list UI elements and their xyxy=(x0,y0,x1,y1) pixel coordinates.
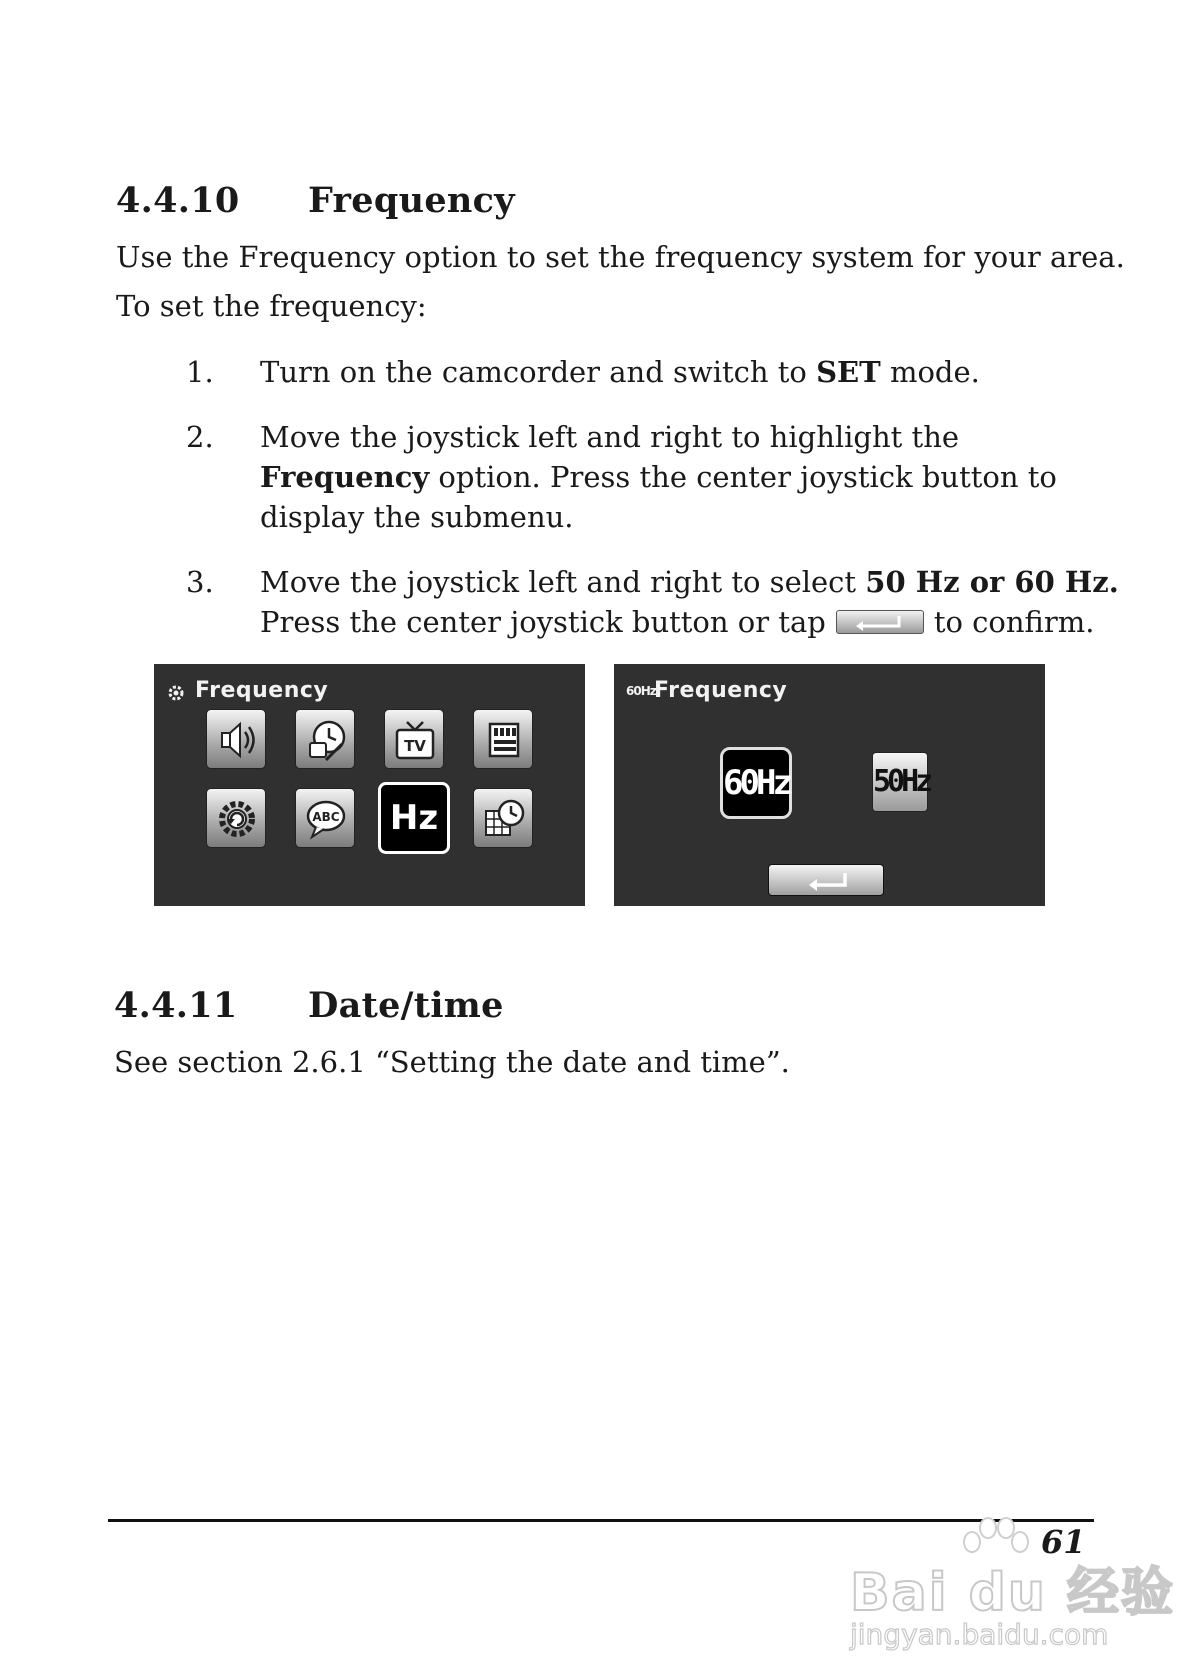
set-mode-label: SET xyxy=(816,355,881,389)
section-title: Frequency xyxy=(308,180,515,221)
frequency-option-label: Frequency xyxy=(260,460,430,494)
watermark-url: jingyan.baidu.com xyxy=(850,1618,1109,1651)
baidu-watermark xyxy=(850,1512,1175,1652)
watermark-brand: Bai du 经验 xyxy=(850,1563,1175,1623)
lead-paragraph: To set the frequency: xyxy=(116,289,427,323)
speaker-icon[interactable] xyxy=(206,709,266,769)
tv-out-icon[interactable] xyxy=(384,709,444,769)
hz-options-label: 50 Hz or 60 Hz. xyxy=(865,565,1119,599)
svg-text:ABC: ABC xyxy=(312,810,340,824)
date-time-paragraph: See section 2.6.1 “Setting the date and time”. xyxy=(114,1045,790,1079)
frequency-submenu-screen xyxy=(614,664,1045,906)
section-number: 4.4.11 xyxy=(114,985,238,1026)
reset-icon[interactable] xyxy=(206,788,266,848)
frequency-icon[interactable]: Hz xyxy=(378,782,450,854)
clock-setting-icon[interactable] xyxy=(295,709,355,769)
gear-icon xyxy=(167,684,185,702)
page-number: 61 xyxy=(1041,1523,1086,1561)
intro-paragraph: Use the Frequency option to set the frequency system for your area. xyxy=(116,240,1125,274)
memory-card-icon[interactable] xyxy=(473,709,533,769)
section-title: Date/time xyxy=(308,985,504,1026)
step-number: 1. xyxy=(186,355,214,389)
hz-badge-icon: 60Hz xyxy=(626,684,656,698)
screen-title: Frequency xyxy=(195,678,329,703)
enter-button[interactable] xyxy=(768,864,884,896)
frequency-menu-screen xyxy=(154,664,585,906)
step-number: 3. xyxy=(186,565,214,599)
section-number: 4.4.10 xyxy=(116,180,240,221)
enter-icon xyxy=(836,610,924,634)
screen-title: Frequency xyxy=(654,678,788,703)
language-icon[interactable] xyxy=(295,788,355,848)
section-heading-frequency xyxy=(116,180,716,226)
section-heading-date-time xyxy=(114,985,714,1031)
svg-text:TV: TV xyxy=(404,737,426,755)
hz-option-60[interactable]: 60Hz xyxy=(720,747,792,819)
step-number: 2. xyxy=(186,420,214,454)
date-time-icon[interactable] xyxy=(473,788,533,848)
hz-option-50[interactable]: 50Hz xyxy=(872,752,928,812)
enter-icon xyxy=(769,865,885,897)
